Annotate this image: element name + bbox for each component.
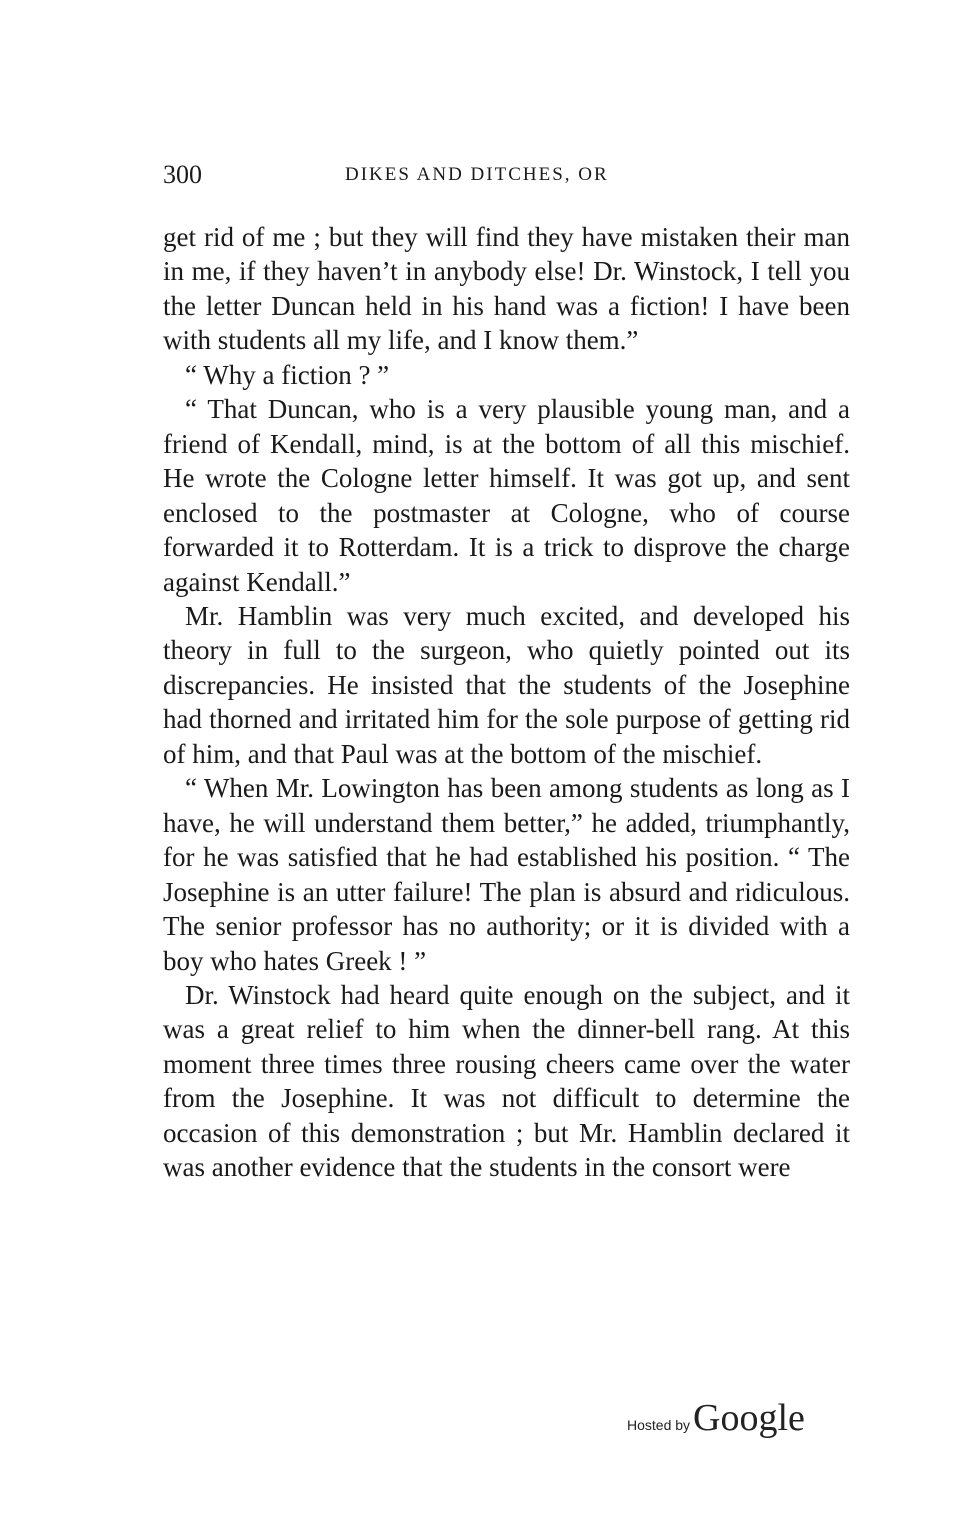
paragraph: “ That Duncan, who is a very plausible young man, and a friend of Kendall, mind, is at the bottom of all this mischief. He wrote the Cologne letter himself. It was got up, and sent enclosed to the postmaster at Cologne, who of course forwarded it to Rotterdam. It is a trick to disprove the charge against Kendall.” bbox=[163, 394, 850, 597]
body-text bbox=[163, 220, 850, 1185]
running-title: DIKES AND DITCHES, OR bbox=[345, 164, 609, 185]
paragraph: “ Why a fiction ? ” bbox=[185, 359, 390, 390]
paragraph: Dr. Winstock had heard quite enough on the subject, and it was a great relief to him when the dinner-bell rang. At this moment three times three rousing cheers came over the water from the Josephine. It was not difficult to determine the occasion of this demonstration ; but Mr. Hamblin declared it was another evidence that the students in the consort were bbox=[163, 979, 850, 1183]
paragraph: Mr. Hamblin was very much excited, and developed his theory in full to the surgeon, who quietly pointed out its discrepancies. He insisted that the students of the Josephine had thorned and irritated him for the sole purpose of getting rid of him, and that Paul was at the bottom of the mischief. bbox=[163, 600, 850, 769]
running-head bbox=[163, 160, 850, 190]
page-number: 300 bbox=[163, 160, 202, 189]
google-logo: Google bbox=[693, 1397, 805, 1439]
paragraph: “ When Mr. Lowington has been among students as long as I have, he will understand them better,” he added, triumphantly, for he was satisfied that he had established his position. “ The Josephine is an utter failure! The plan is absurd and ridiculous. The senior professor has no authority; or it is divided with a boy who hates Greek ! ” bbox=[163, 773, 850, 976]
hosted-by-google-watermark bbox=[627, 1396, 805, 1446]
paragraph-continuation: get rid of me ; but they will find they have mistaken their man in me, if they haven’t in anybody else! Dr. Winstock, I tell you the letter Duncan held in his hand was a fiction! I have been with students all my life, and I know them.” bbox=[163, 222, 850, 356]
hosted-by-label: Hosted by bbox=[627, 1417, 691, 1433]
